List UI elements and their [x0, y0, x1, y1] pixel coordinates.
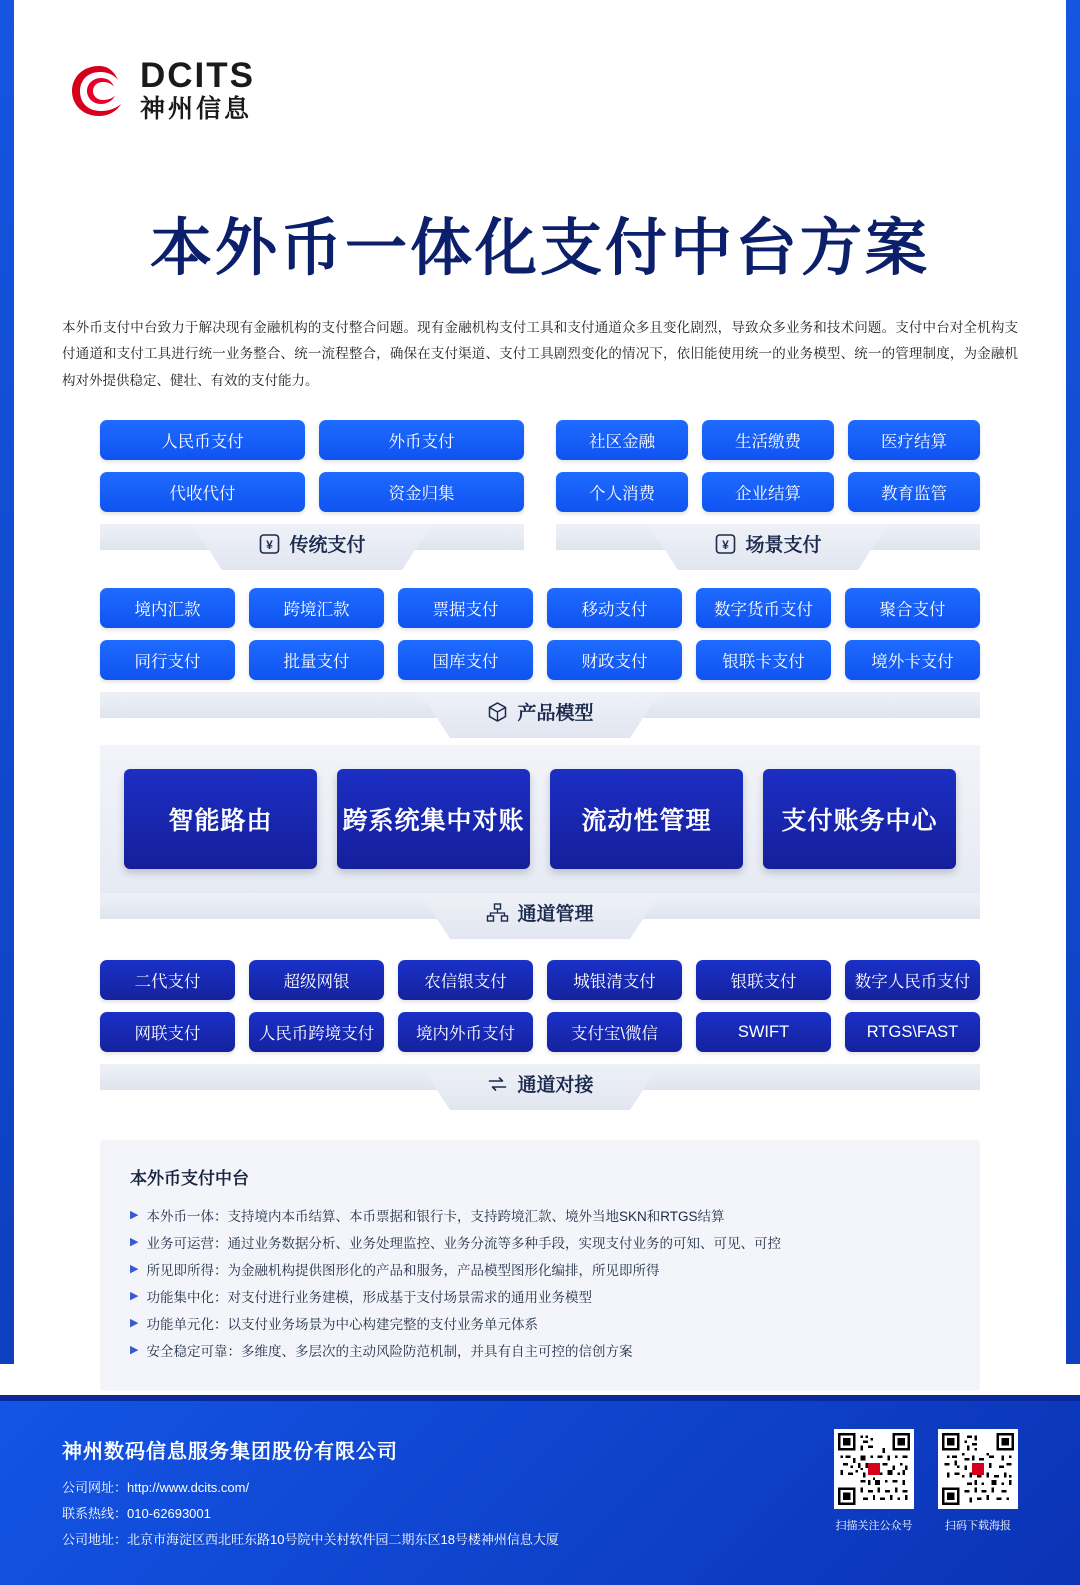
- tag-item[interactable]: 超级网银: [249, 960, 384, 1000]
- platform-card[interactable]: 支付账务中心: [763, 769, 956, 869]
- platform-card-stage: [100, 745, 980, 893]
- tag-item[interactable]: 医疗结算: [848, 420, 980, 460]
- section-channel-management: [100, 745, 980, 939]
- info-card: [100, 1140, 980, 1391]
- tag-item[interactable]: 票据支付: [398, 588, 533, 628]
- list-item-text: 业务可运营：通过业务数据分析、业务处理监控、业务分流等多种手段，实现支付业务的可知、可见、可控: [146, 1236, 781, 1251]
- list-item: [130, 1338, 950, 1365]
- shelf-label-text: 通道对接: [517, 1075, 594, 1096]
- shelf-scenario-payment: [556, 524, 980, 570]
- section-traditional-payment: [100, 420, 524, 570]
- list-item: [130, 1311, 950, 1338]
- bullet-arrow-icon: ▶: [130, 1209, 139, 1221]
- tag-item[interactable]: 国库支付: [398, 640, 533, 680]
- bullet-arrow-icon: ▶: [130, 1263, 139, 1275]
- tag-item[interactable]: 资金归集: [319, 472, 524, 512]
- tag-item[interactable]: 境内汇款: [100, 588, 235, 628]
- shelf-product-model: [100, 692, 980, 738]
- footer-top-stripe: [0, 1395, 1080, 1401]
- qr-item: [834, 1429, 914, 1533]
- section-product-model: [100, 588, 980, 738]
- shelf-label-text: 传统支付: [289, 535, 366, 556]
- tag-item[interactable]: 生活缴费: [702, 420, 834, 460]
- scenario-row-1: [556, 420, 980, 460]
- platform-card[interactable]: 智能路由: [124, 769, 317, 869]
- tag-item[interactable]: 聚合支付: [845, 588, 980, 628]
- yen-badge-icon: [258, 533, 280, 555]
- tag-item[interactable]: 二代支付: [100, 960, 235, 1000]
- tag-item[interactable]: 批量支付: [249, 640, 384, 680]
- product-row-1: [100, 588, 980, 628]
- list-item-text: 功能集中化：对支付进行业务建模，形成基于支付场景需求的通用业务模型: [146, 1290, 592, 1305]
- footer: [0, 1395, 1080, 1585]
- tag-item[interactable]: 数字货币支付: [696, 588, 831, 628]
- tag-item[interactable]: 代收代付: [100, 472, 305, 512]
- tag-item[interactable]: 人民币支付: [100, 420, 305, 460]
- list-item-text: 本外币一体：支持境内本币结算、本币票据和银行卡，支持跨境汇款、境外当地SKN和RTGS结算: [146, 1209, 725, 1224]
- tag-item[interactable]: 教育监管: [848, 472, 980, 512]
- bullet-arrow-icon: ▶: [130, 1317, 139, 1329]
- tag-item[interactable]: 社区金融: [556, 420, 688, 460]
- tag-item[interactable]: 境内外币支付: [398, 1012, 533, 1052]
- org-chart-icon: [486, 902, 508, 924]
- list-item-text: 安全稳定可靠：多维度、多层次的主动风险防范机制，并具有自主可控的信创方案: [146, 1344, 633, 1359]
- traditional-row-2: [100, 472, 524, 512]
- tag-item[interactable]: 银联卡支付: [696, 640, 831, 680]
- tag-item[interactable]: 外币支付: [319, 420, 524, 460]
- page-description: 本外币支付中台致力于解决现有金融机构的支付整合问题。现有金融机构支付工具和支付通道众多且变化剧烈，导致众多业务和技术问题。支付中台对全机构支付通道和支付工具进行统一业务整合、统一流程整合，确保在支付渠道、支付工具剧烈变化的情况下，依旧能使用统一的业务模型、统一的管理制度，为金融机构对外提供稳定、健壮、有效的支付能力。: [62, 320, 1018, 388]
- bullet-arrow-icon: ▶: [130, 1236, 139, 1248]
- brand-logo: [68, 58, 255, 124]
- tag-item[interactable]: RTGS\FAST: [845, 1012, 980, 1052]
- tag-item[interactable]: 跨境汇款: [249, 588, 384, 628]
- tag-item[interactable]: SWIFT: [696, 1012, 831, 1052]
- footer-address: 公司地址：北京市海淀区西北旺东路10号院中关村软件园二期东区18号楼神州信息大厦: [62, 1532, 559, 1547]
- list-item: [130, 1257, 950, 1284]
- svg-text:¥: ¥: [722, 537, 729, 552]
- tag-item[interactable]: 城银清支付: [547, 960, 682, 1000]
- docking-row-2: [100, 1012, 980, 1052]
- traditional-row-1: [100, 420, 524, 460]
- shelf-traditional-payment: [100, 524, 524, 570]
- shelf-label-text: 产品模型: [517, 703, 594, 724]
- section-channel-docking: [100, 960, 980, 1110]
- footer-company-name: 神州数码信息服务集团股份有限公司: [62, 1441, 398, 1463]
- tag-item[interactable]: 银联支付: [696, 960, 831, 1000]
- scenario-row-2: [556, 472, 980, 512]
- platform-card[interactable]: 跨系统集中对账: [337, 769, 530, 869]
- shelf-channel-docking: [100, 1064, 980, 1110]
- footer-hotline: 联系热线：010-62693001: [62, 1506, 211, 1521]
- shelf-label-traditional: [258, 530, 365, 557]
- list-item: [130, 1230, 950, 1257]
- logo-cn-text: 神州信息: [140, 94, 253, 123]
- svg-text:¥: ¥: [266, 537, 273, 552]
- tag-item[interactable]: 移动支付: [547, 588, 682, 628]
- section-scenario-payment: [556, 420, 980, 570]
- tag-item[interactable]: 企业结算: [702, 472, 834, 512]
- tag-item[interactable]: 同行支付: [100, 640, 235, 680]
- footer-qr-codes: [834, 1429, 1018, 1533]
- platform-card[interactable]: 流动性管理: [550, 769, 743, 869]
- list-item-text: 功能单元化：以支付业务场景为中心构建完整的支付业务单元体系: [146, 1317, 538, 1332]
- logo-en-text: DCITS: [140, 56, 255, 95]
- shelf-label-channel-docking: [486, 1070, 593, 1097]
- list-item: [130, 1284, 950, 1311]
- tag-item[interactable]: 网联支付: [100, 1012, 235, 1052]
- exchange-arrows-icon: [486, 1073, 508, 1095]
- product-row-2: [100, 640, 980, 680]
- list-item: [130, 1203, 950, 1230]
- top-sections: [100, 420, 980, 570]
- bullet-arrow-icon: ▶: [130, 1290, 139, 1302]
- footer-website[interactable]: 公司网址：http://www.dcits.com/: [62, 1480, 250, 1495]
- qr-caption: 扫描关注公众号: [835, 1520, 913, 1532]
- list-item-text: 所见即所得：为金融机构提供图形化的产品和服务，产品模型图形化编排，所见即所得: [146, 1263, 660, 1278]
- shelf-label-text: 场景支付: [745, 535, 822, 556]
- docking-row-1: [100, 960, 980, 1000]
- bullet-arrow-icon: ▶: [130, 1344, 139, 1356]
- tag-item[interactable]: 个人消费: [556, 472, 688, 512]
- qr-item: [938, 1429, 1018, 1533]
- tag-item[interactable]: 财政支付: [547, 640, 682, 680]
- footer-contact-block: [62, 1475, 559, 1553]
- qr-caption: 扫码下载海报: [945, 1520, 1011, 1532]
- shelf-label-scenario: [714, 530, 821, 557]
- shelf-label-channel-management: [486, 899, 593, 926]
- shelf-label-text: 通道管理: [517, 904, 594, 925]
- cube-icon: [486, 701, 508, 723]
- info-card-title: 本外币支付中台: [130, 1169, 249, 1188]
- dcits-swirl-logo-icon: [68, 60, 130, 122]
- page-title: 本外币一体化支付中台方案: [149, 214, 930, 283]
- tag-item[interactable]: 境外卡支付: [845, 640, 980, 680]
- tag-item[interactable]: 数字人民币支付: [845, 960, 980, 1000]
- yen-badge-icon: [714, 533, 736, 555]
- tag-item[interactable]: 支付宝\微信: [547, 1012, 682, 1052]
- shelf-channel-management: [100, 893, 980, 939]
- shelf-label-product-model: [486, 698, 593, 725]
- tag-item[interactable]: 农信银支付: [398, 960, 533, 1000]
- wechat-official-qr-icon: [834, 1429, 914, 1509]
- tag-item[interactable]: 人民币跨境支付: [249, 1012, 384, 1052]
- poster-download-qr-icon: [938, 1429, 1018, 1509]
